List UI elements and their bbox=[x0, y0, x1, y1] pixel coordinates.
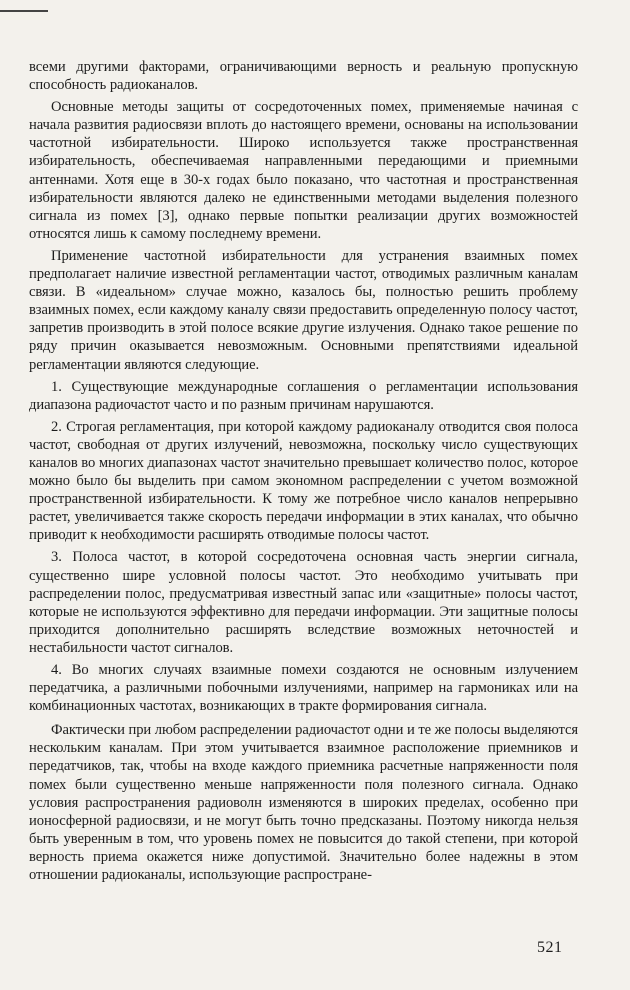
list-item-3: 3. Полоса частот, в которой сосредоточена основная часть энергии сигнала, существенно шире условной полосы частот. Это необходимо учитывать при распределении полос, предусматривая известный запас или «защитные» полосы частот, которые не используются эффективно для передачи информации. Эти защитные полосы приходится дополнительно расширять вследствие возможных неточностей и нестабильности частот сигналов. bbox=[29, 549, 578, 656]
paragraph-frequency-regulation: Применение частотной избирательности для устранения взаимных помех предполагает наличие известной регламентации частот, отводимых различным каналам связи. В «идеальном» случае можно, казалось бы, полностью решить проблему взаимных помех, если каждому каналу связи предоставить определенную полосу частот, запретив производить в этой полосе всякие другие излучения. Однако такое решение по ряду причин оказывается невозможным. Основными препятствиями идеальной регламентации являются следующие. bbox=[29, 247, 578, 373]
list-item-2: 2. Строгая регламентация, при которой каждому радиоканалу отводится своя полоса частот, свободная от других излучений, невозможна, поскольку число существующих каналов во многих диапазонах частот значительно превышает количество полос, которое можно было бы выделить при самом экономном распределении с учетом возможной пространственной избирательности. К тому же потребное число каналов непрерывно растет, увеличивается также скорость передачи информации в этих каналах, что обычно приводит к необходимости расширять отводимые полосы частот. bbox=[29, 418, 578, 544]
page-body bbox=[29, 58, 578, 888]
page-number: 521 bbox=[537, 939, 563, 956]
paragraph-continuation: всеми другими факторами, ограничивающими верность и реальную пропускную способность радиоканалов. bbox=[29, 59, 578, 94]
paragraph-shared-bands: Фактически при любом распределении радиочастот одни и те же полосы выделяются нескольким каналам. При этом учитывается взаимное расположение приемников и передатчиков, так, чтобы на входе каждого приемника расчетные напряженности поля помех были существенно меньше напряженности поля полезного сигнала. Однако условия распространения радиоволн изменяются в широких пределах, особенно при ионосферной радиосвязи, и не могут быть точно предсказаны. Поэтому никогда нельзя быть уверенным в том, что уровень помех не повысится до такой степени, при которой верность приема окажется ниже допустимой. Значительно более надежны в этом отношении радиоканалы, использующие распростране- bbox=[29, 722, 578, 884]
list-item-4: 4. Во многих случаях взаимные помехи создаются не основным излучением передатчика, а различными побочными излучениями, например на гармониках или на комбинационных частотах, возникающих в тракте формирования сигнала. bbox=[29, 662, 578, 715]
page-edge-mark bbox=[0, 10, 48, 12]
paragraph-protection-methods: Основные методы защиты от сосредоточенных помех, применяемые начиная с начала развития радиосвязи вплоть до настоящего времени, основаны на использовании частотной избирательности. Широко используется также пространственная избирательность, обеспечиваемая направленными передающими и приемными антеннами. Хотя еще в 30-х годах было показано, что частотная и пространственная избирательности являются далеко не единственными методами выделения полезного сигнала из помех [3], однако первые попытки реализации других возможностей относятся лишь к самому последнему времени. bbox=[29, 99, 578, 242]
list-item-1: 1. Существующие международные соглашения о регламентации использования диапазона радиочастот часто и по разным причинам нарушаются. bbox=[29, 378, 578, 413]
